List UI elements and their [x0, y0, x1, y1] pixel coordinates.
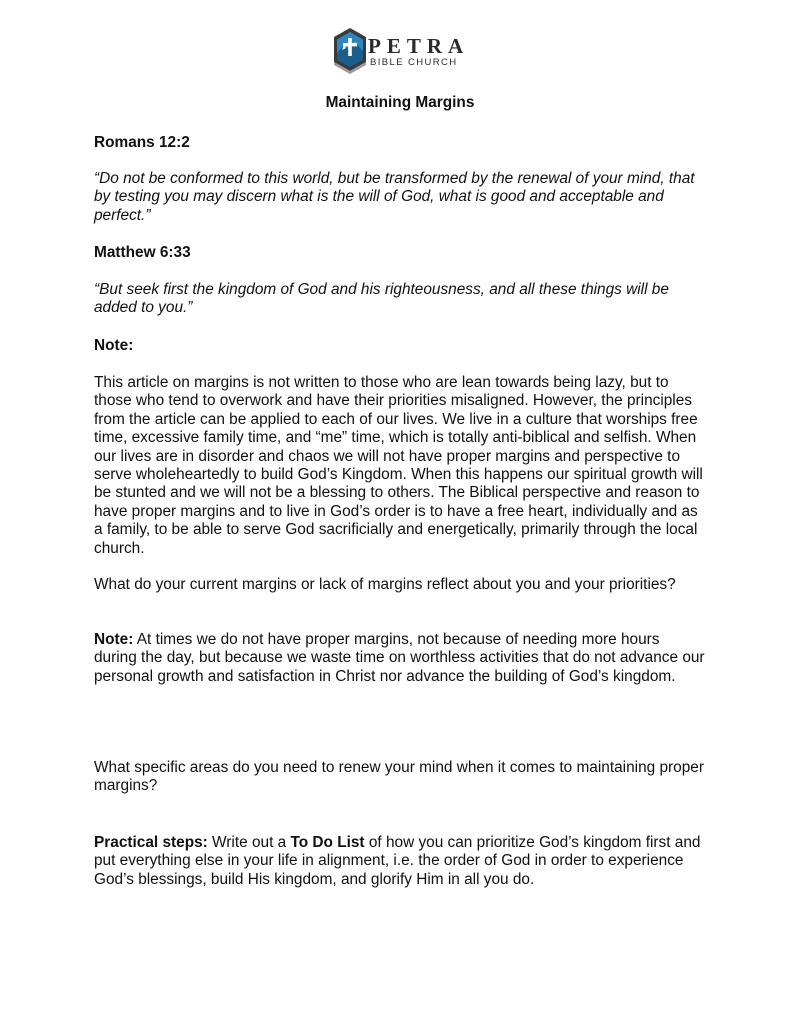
church-logo — [330, 26, 472, 78]
petra-hexagon-icon — [330, 26, 370, 78]
practical-steps-label: Practical steps: — [94, 834, 208, 851]
verse2-text: “But seek first the kingdom of God and his righteousness, and all these things will be added to you.” — [94, 281, 669, 317]
note2-label: Note: — [94, 631, 134, 648]
logo-name: PETRA — [368, 34, 470, 58]
verse2-reference: Matthew 6:33 — [94, 244, 191, 261]
practical-text-end: of how you can prioritize God’s kingdom first and put everything else in your life in alignment, i.e. the order of God in order to experience God’s blessings, build His kingdom, and glorify Him in all you do. — [94, 834, 701, 888]
logo-subtitle: BIBLE CHURCH — [370, 57, 458, 68]
question-renew-mind: What specific areas do you need to renew your mind when it comes to maintaining proper margins? — [94, 759, 704, 795]
article-paragraph: This article on margins is not written to those who are lean towards being lazy, but to those who tend to overwork and have their priorities misaligned. However, the principles from the article can be applied to each of our lives. We live in a culture that worships free time, excessive family time, and “me” time, which is totally anti-biblical and selfish. When our lives are in disorder and chaos we will not have proper margins and perspective to serve wholeheartedly to build God’s Kingdom. When this happens our spiritual growth will be stunted and we will not be a blessing to others. The Biblical perspective and reason to have proper margins and to live in God’s order is to have a free heart, individually and as a family, to be able to serve God sacrificially and energetically, primarily through the local church. — [94, 374, 703, 557]
note2-paragraph — [94, 631, 706, 686]
verse1-reference: Romans 12:2 — [94, 134, 190, 151]
question-margins-reflect: What do your current margins or lack of margins reflect about you and your priorities? — [94, 576, 676, 593]
practical-steps-paragraph — [94, 834, 706, 889]
practical-text-start: Write out a — [207, 834, 291, 851]
to-do-list-emphasis: To Do List — [290, 834, 365, 851]
note2-text: At times we do not have proper margins, not because of needing more hours during the day, but because we waste time on worthless activities that do not advance our personal growth and satisfaction in Christ nor advance the building of God’s kingdom. — [94, 631, 705, 685]
note-heading: Note: — [94, 337, 134, 354]
verse1-text: “Do not be conformed to this world, but be transformed by the renewal of your mind, that by testing you may discern what is the will of God, what is good and acceptable and perfect.” — [94, 170, 695, 224]
page-title: Maintaining Margins — [325, 94, 475, 111]
